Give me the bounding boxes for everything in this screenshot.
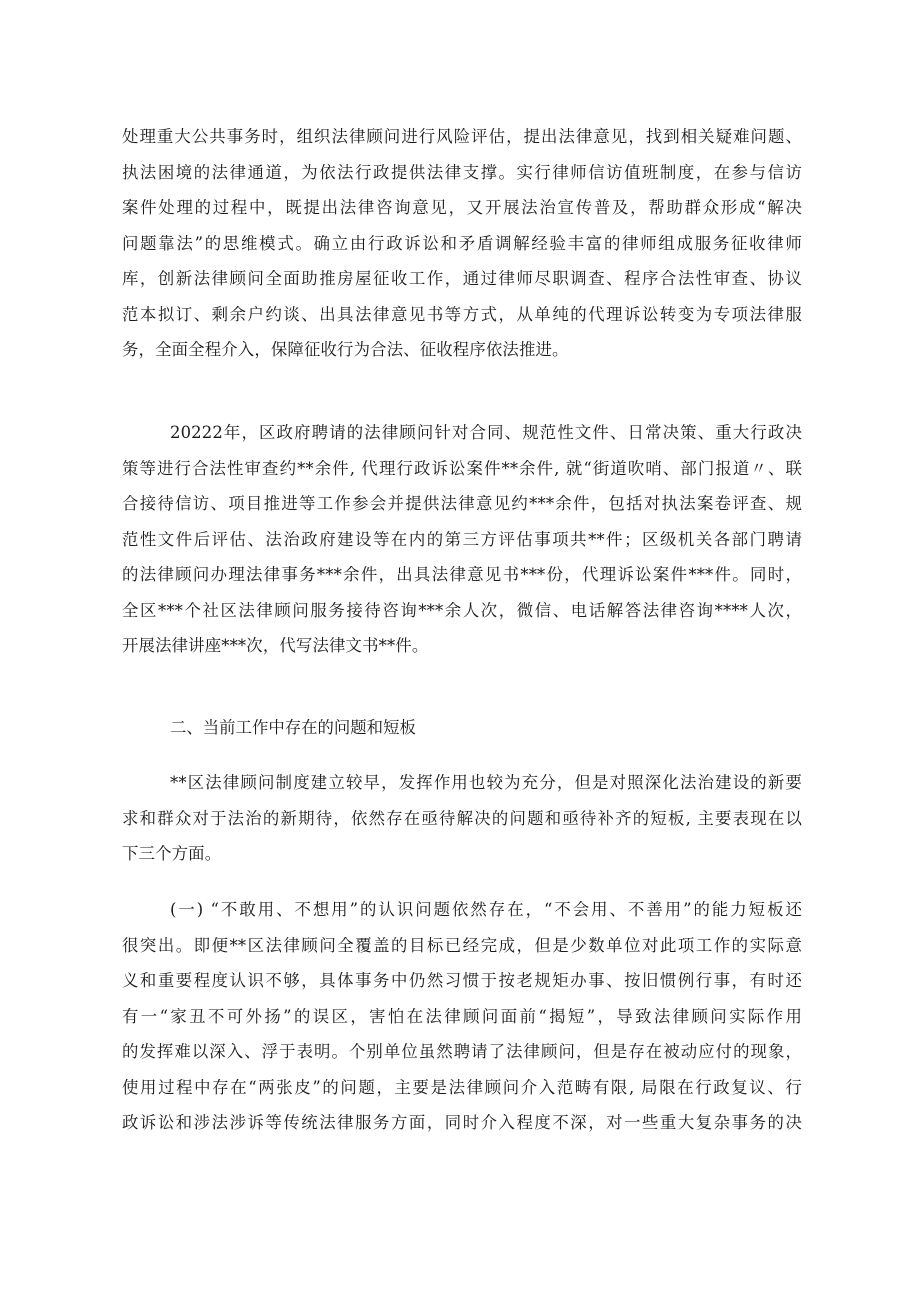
paragraph-2-line: 全区***个社区法律顾问服务接待咨询***余人次，微信、电话解答法律咨询****人次， [122, 600, 802, 620]
paragraph-1-line: 问题靠法”的思维模式。确立由行政诉讼和矛盾调解经验丰富的律师组成服务征收律师 [122, 233, 802, 253]
paragraph-3-line: 求和群众对于法治的新期待，依然存在亟待解决的问题和亟待补齐的短板, 主要表现在以 [122, 808, 802, 828]
paragraph-4-line: 义和重要程度认识不够，具体事务中仍然习惯于按老规矩办事、按旧惯例行事，有时还 [122, 971, 802, 990]
paragraph-1-line: 范本拟订、剩余户约谈、出具法律意见书等方式，从单纯的代理诉讼转变为专项法律服 [122, 304, 802, 324]
paragraph-2-line: 开展法律讲座***次，代写法律文书**件。 [122, 636, 429, 655]
paragraph-4-line: 很突出。即便**区法律顾问全覆盖的目标已经完成，但是少数单位对此项工作的实际意 [122, 935, 802, 955]
paragraph-3 [122, 801, 802, 872]
paragraph-3-first [170, 765, 802, 801]
paragraph-1-line: 库，创新法律顾问全面助推房屋征收工作，通过律师尽职调查、程序合法性审查、协议 [122, 269, 802, 288]
paragraph-4-line: 使用过程中存在“两张皮”的问题，主要是法律顾问介入范畴有限, 局限在行政复议、行 [122, 1077, 802, 1097]
paragraph-2-line: 的法律顾问办理法律事务***余件，出具法律意见书***份，代理诉讼案件***件。同时， [122, 565, 802, 584]
paragraph-1 [122, 119, 802, 368]
section-heading: 二、当前工作中存在的问题和短板 [170, 718, 416, 737]
paragraph-3-line: **区法律顾问制度建立较早，发挥作用也较为充分，但是对照深化法治建设的新要 [170, 773, 802, 792]
paragraph-1-line: 处理重大公共事务时，组织法律顾问进行风险评估，提出法律意见，找到相关疑难问题、 [122, 127, 802, 146]
paragraph-2 [122, 451, 802, 664]
paragraph-1-line: 务，全面全程介入，保障征收行为合法、征收程序依法推进。 [122, 340, 569, 359]
paragraph-2-line: 20222年，区政府聘请的法律顾问针对合同、规范性文件、日常决策、重大行政决 [170, 423, 802, 442]
paragraph-2-first [170, 415, 802, 451]
paragraph-2-line: 合接待信访、项目推进等工作参会并提供法律意见约***余件，包括对执法案卷评查、规 [122, 494, 802, 513]
paragraph-4-line: 有一“家丑不可外扬”的误区，害怕在法律顾问面前“揭短”，导致法律顾问实际作用 [122, 1006, 802, 1026]
paragraph-1-line: 案件处理的过程中，既提出法律咨询意见，又开展法治宣传普及，帮助群众形成“解决 [122, 198, 802, 217]
paragraph-2-line: 策等进行合法性审查约**余件, 代理行政诉讼案件**余件, 就“街道吹哨、部门报道〃、联 [122, 458, 802, 478]
paragraph-3-line: 下三个方面。 [122, 844, 222, 863]
paragraph-4-first [170, 892, 802, 928]
paragraph-4-line: 政诉讼和涉法涉诉等传统法律服务方面，同时介入程度不深，对一些重大复杂事务的决 [122, 1113, 802, 1132]
paragraph-2-line: 范性文件后评估、法治政府建设等在内的第三方评估事项共**件；区级机关各部门聘请 [122, 529, 802, 549]
paragraph-4-line: (一) “不敢用、不想用”的认识问题依然存在，“不会用、不善用”的能力短板还 [170, 900, 802, 919]
paragraph-1-line: 执法困境的法律通道，为依法行政提供法律支撑。实行律师信访值班制度，在参与信访 [122, 162, 802, 182]
paragraph-4 [122, 928, 802, 1141]
paragraph-4-line: 的发挥难以深入、浮于表明。个别单位虽然聘请了法律顾问，但是存在被动应付的现象， [122, 1042, 802, 1061]
